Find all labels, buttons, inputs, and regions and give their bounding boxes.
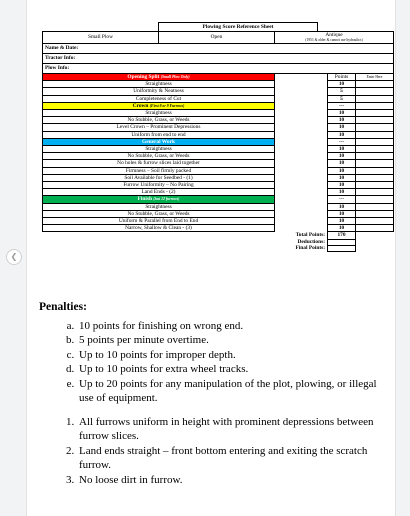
enter-cell[interactable] — [356, 189, 394, 196]
info-field-label[interactable]: Name & Date: — [43, 44, 394, 54]
section-points-header: --- — [328, 196, 356, 203]
criteria-label: Uniform from end to end — [43, 131, 275, 138]
enter-cell[interactable] — [356, 153, 394, 160]
criteria-label: Furrow Uniformity – No Pairing — [43, 182, 275, 189]
criteria-row — [43, 117, 394, 124]
section-header-row — [43, 196, 394, 203]
penalty-item: b. 5 points per minute overtime. — [77, 333, 389, 348]
enter-cell[interactable] — [356, 117, 394, 124]
criteria-points: 10 — [328, 167, 356, 174]
section-header-row — [43, 138, 394, 145]
section-points-header: Points — [328, 74, 356, 81]
enter-cell[interactable] — [356, 131, 394, 138]
section-header — [43, 74, 275, 81]
criteria-points: 10 — [328, 210, 356, 217]
criteria-row — [43, 167, 394, 174]
criteria-points: 10 — [328, 182, 356, 189]
enter-cell[interactable] — [356, 210, 394, 217]
criteria-label: Land Ends - (2) — [43, 189, 275, 196]
criteria-label: No Stubble, Grass, or Weeds — [43, 210, 275, 217]
criteria-label: Firmness – Soil firmly packed — [43, 167, 275, 174]
enter-cell[interactable] — [356, 174, 394, 181]
enter-cell[interactable] — [356, 95, 394, 102]
criteria-points: 10 — [328, 203, 356, 210]
enter-cell[interactable] — [356, 167, 394, 174]
criteria-row — [43, 110, 394, 117]
section-header-row — [43, 102, 394, 109]
section-title: General Work — [142, 138, 175, 145]
text-block — [39, 300, 389, 487]
enter-cell[interactable] — [356, 182, 394, 189]
criteria-label: No Stubble, Grass, or Weeds — [43, 117, 275, 124]
criteria-row — [43, 95, 394, 102]
section-subtitle: (last 12 furrows) — [153, 197, 180, 202]
criteria-row — [43, 160, 394, 167]
criteria-points: 10 — [328, 117, 356, 124]
criteria-label: Completeness of Cut — [43, 95, 275, 102]
criteria-points: 10 — [328, 225, 356, 232]
enter-cell[interactable] — [356, 225, 394, 232]
criteria-points: 10 — [328, 131, 356, 138]
criteria-row — [43, 203, 394, 210]
info-field-label[interactable]: Tractor Info: — [43, 54, 394, 64]
section-points-header: --- — [328, 102, 356, 109]
penalty-item: a. 10 points for finishing on wrong end. — [77, 319, 389, 334]
criteria-label: Straightness — [43, 146, 275, 153]
criteria-points: 10 — [328, 153, 356, 160]
penalty-item: e. Up to 20 points for any manipulation of the plot, plowing, or illegal use of equipment. — [77, 377, 389, 406]
enter-cell[interactable] — [356, 81, 394, 88]
document-page — [26, 0, 396, 516]
totals-label: Final Points: — [295, 245, 326, 252]
totals-value[interactable]: 170 — [328, 232, 356, 239]
criteria-label: Uniform & Parallel from End to End — [43, 218, 275, 225]
info-row — [43, 44, 394, 54]
section-header — [43, 196, 275, 203]
score-sheet-table — [42, 22, 394, 252]
note-item: 1. All furrows uniform in height with prominent depressions between furrow slices. — [77, 415, 389, 444]
section-title: Finish — [137, 196, 153, 203]
category-antique — [275, 32, 394, 44]
criteria-points: 10 — [328, 146, 356, 153]
criteria-label: No holes & furrow slices laid together — [43, 160, 275, 167]
totals-row — [43, 245, 394, 251]
info-field-label[interactable]: Plow Info: — [43, 64, 394, 74]
criteria-label: Straightness — [43, 203, 275, 210]
category-open: Open — [159, 32, 275, 44]
criteria-points: 5 — [328, 95, 356, 102]
criteria-row — [43, 174, 394, 181]
enter-cell[interactable] — [356, 110, 394, 117]
note-item: 2. Land ends straight – front bottom entering and exiting the scratch furrow. — [77, 444, 389, 473]
criteria-row — [43, 81, 394, 88]
criteria-row — [43, 182, 394, 189]
penalties-list — [39, 319, 389, 406]
enter-cell[interactable] — [356, 196, 394, 203]
totals-value[interactable] — [328, 245, 356, 251]
enter-cell[interactable] — [356, 146, 394, 153]
enter-cell[interactable] — [356, 203, 394, 210]
criteria-row — [43, 131, 394, 138]
criteria-label: Level Crown – Prominent Depressions — [43, 124, 275, 131]
enter-cell[interactable] — [356, 160, 394, 167]
enter-cell[interactable] — [356, 218, 394, 225]
criteria-row — [43, 189, 394, 196]
title-row — [43, 23, 394, 32]
criteria-points: 5 — [328, 88, 356, 95]
criteria-label: Straightness — [43, 81, 275, 88]
previous-page-button[interactable] — [6, 249, 22, 265]
totals-row — [43, 232, 394, 239]
chevron-left-icon: ❮ — [10, 252, 18, 261]
criteria-label: Narrow, Shallow & Clean - (3) — [43, 225, 275, 232]
penalty-item: d. Up to 10 points for extra wheel tracks. — [77, 362, 389, 377]
info-row — [43, 64, 394, 74]
criteria-row — [43, 218, 394, 225]
section-header-row — [43, 74, 394, 81]
criteria-points: 10 — [328, 174, 356, 181]
criteria-row — [43, 210, 394, 217]
criteria-points: 10 — [328, 218, 356, 225]
criteria-row — [43, 88, 394, 95]
category-small-plow: Small Plow — [43, 32, 159, 44]
criteria-label: No Stubble, Grass, or Weeds — [43, 153, 275, 160]
totals-label: Deductions: — [297, 239, 326, 246]
criteria-label: Soil Available for Seedbed - (1) — [43, 174, 275, 181]
penalty-item: c. Up to 10 points for improper depth. — [77, 348, 389, 363]
enter-here-header: Enter Here — [356, 74, 394, 81]
section-points-header: --- — [328, 138, 356, 145]
enter-cell[interactable] — [356, 102, 394, 109]
enter-cell[interactable] — [356, 138, 394, 145]
section-title: Opening Split — [127, 74, 160, 80]
criteria-points: 10 — [328, 124, 356, 131]
category-row — [43, 32, 394, 44]
enter-cell[interactable] — [356, 124, 394, 131]
criteria-row — [43, 225, 394, 232]
note-item: 3. No loose dirt in furrow. — [77, 473, 389, 488]
criteria-row — [43, 146, 394, 153]
criteria-row — [43, 153, 394, 160]
section-title: Crown — [132, 102, 149, 109]
sheet-title: Plowing Score Reference Sheet — [159, 23, 318, 32]
criteria-points: 10 — [328, 110, 356, 117]
section-header — [43, 102, 275, 109]
criteria-points: 10 — [328, 160, 356, 167]
enter-cell[interactable] — [356, 88, 394, 95]
criteria-points: 10 — [328, 189, 356, 196]
criteria-points: 10 — [328, 81, 356, 88]
criteria-label: Straightness — [43, 110, 275, 117]
notes-list — [39, 415, 389, 488]
section-subtitle: (First 8 or 9 Furrows) — [149, 103, 185, 108]
category-antique-label: Antique — [325, 31, 343, 38]
criteria-row — [43, 124, 394, 131]
penalties-title: Penalties: — [39, 301, 87, 313]
totals-label: Total Points: — [295, 232, 326, 239]
section-header — [43, 138, 275, 145]
info-row — [43, 54, 394, 64]
category-antique-note: (1951 & older & cannot use hydraulics) — [305, 37, 363, 42]
section-subtitle: (Small Plow Only) — [160, 75, 190, 79]
criteria-label: Uniformity & Neatness — [43, 88, 275, 95]
